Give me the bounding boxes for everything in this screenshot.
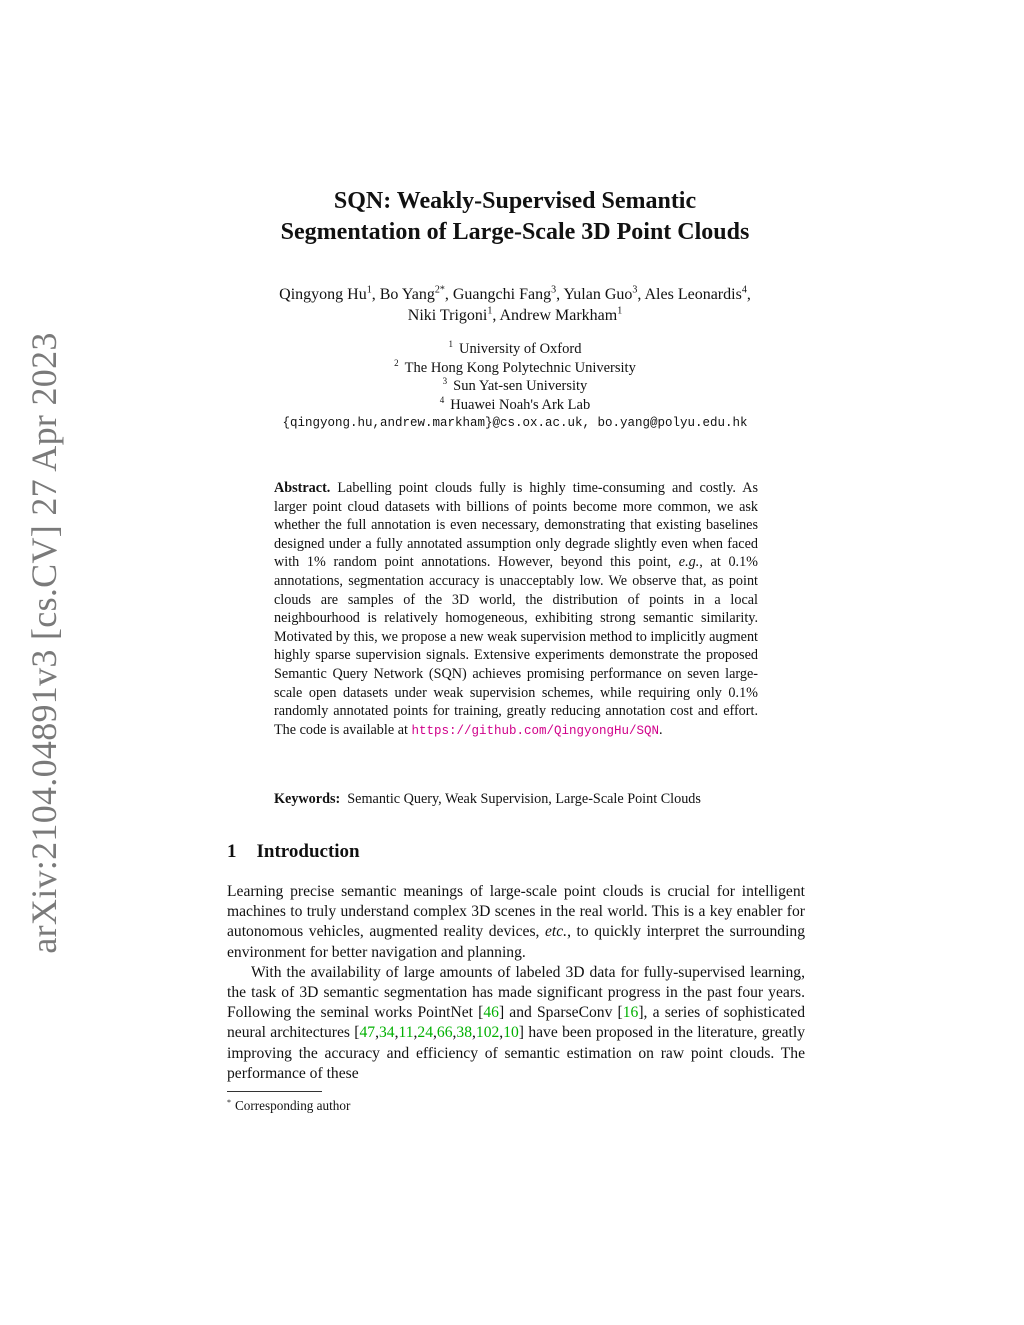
affiliation-marker: 1 — [448, 339, 454, 350]
abstract-eg: e.g., — [678, 554, 703, 571]
author-affiliation-marker: 1 — [366, 284, 372, 296]
footnote — [227, 1097, 350, 1114]
abstract-text-end: . — [659, 721, 663, 738]
author-affiliation-marker: 1 — [617, 305, 623, 317]
section-title: Introduction — [256, 841, 360, 862]
affiliation-list — [200, 340, 830, 433]
affiliation-item — [200, 340, 830, 359]
paragraph: With the availability of large amounts of labeled 3D data for fully-supervised learning, the task of 3D semantic segmentation has made significant progress in the past four years. Following the seminal works PointNet [46] and SparseConv [16], a series of sophisticated neural architectures [47,34,11,24,66,38,102,10] have been proposed in the literature, greatly improving the accuracy and efficiency of semantic estimation on raw point clouds. The performance of these — [227, 963, 806, 1082]
author-affiliation-marker: 1 — [487, 305, 493, 317]
paragraph-etc: etc. — [545, 923, 568, 941]
keywords-label: Keywords: — [274, 791, 341, 807]
citation-link[interactable]: 38 — [456, 1024, 472, 1042]
affiliation-name: University of Oxford — [459, 341, 582, 357]
author-name: Yulan Guo — [563, 286, 633, 303]
title-line-2: Segmentation of Large-Scale 3D Point Clouds — [280, 219, 750, 245]
abstract — [274, 479, 758, 740]
author-affiliation-marker: 3 — [551, 284, 557, 296]
author-list: Qingyong Hu$^1$, Bo Yang$^{2*}$, Guangchi Fang$^3$, Yulan Guo$^3$, Ales Leonardis$^4$, Niki Trigoni$^1$, Andrew Markham$^1$ — [279, 284, 751, 324]
keywords — [274, 790, 794, 809]
paragraph-text: ], a series of sophisticated neural architectures [ — [227, 1004, 805, 1042]
section-number: 1 — [227, 841, 237, 862]
footnote-marker: * — [227, 1097, 231, 1107]
affiliation-marker: 4 — [439, 394, 445, 405]
author-name: Niki Trigoni — [407, 307, 488, 324]
citation-link[interactable]: 11 — [398, 1024, 414, 1042]
paragraph-text: ] and SparseConv [ — [498, 1004, 623, 1022]
paragraph-text: ] have been proposed in the literature, greatly improving the accuracy and efficiency of semantic estimation on raw point clouds. The performance of these — [227, 1024, 806, 1082]
paragraph — [227, 882, 805, 963]
affiliation-marker: 2 — [394, 357, 399, 368]
citation-link[interactable]: 10 — [503, 1024, 519, 1042]
code-repository-link[interactable]: https://github.com/QingyongHu/SQN — [411, 723, 660, 738]
author-name: Ales Leonardis — [644, 286, 742, 303]
affiliation-name: Huawei Noah's Ark Lab — [450, 396, 591, 413]
author-affiliation-marker: 4 — [741, 284, 747, 296]
citation-link[interactable]: 24 — [417, 1024, 433, 1042]
title-line-1: SQN: Weakly-Supervised Semantic — [333, 188, 697, 214]
author-affiliation-marker: 2* — [434, 284, 445, 296]
paragraph-text: , to quickly interpret the surrounding environment for better navigation and planning. — [227, 923, 805, 961]
author-affiliation-marker: 3 — [632, 284, 638, 296]
author-name: Guangchi Fang — [452, 286, 552, 303]
section-heading-introduction — [227, 841, 360, 863]
author-name: Bo Yang — [379, 286, 435, 303]
citation-link[interactable]: 47 — [359, 1024, 376, 1042]
abstract-label: Abstract. — [274, 480, 331, 496]
citation-link[interactable]: 66 — [436, 1024, 453, 1042]
footnote-divider — [227, 1091, 322, 1092]
affiliation-item — [200, 396, 830, 415]
affiliation-name: Sun Yat-sen University — [453, 378, 588, 394]
abstract-text: Labelling point clouds fully is highly time-consuming and costly. As larger point cloud datasets with billions of points become more common, we ask whether the full annotation is even necessary, demonstrating that existing baselines designed under a fully annotated assumption only degrade slightly even when faced with 1% random point annotations. However, beyond this point, — [274, 480, 759, 571]
keywords-text: Semantic Query, Weak Supervision, Large-Scale Point Clouds — [347, 791, 701, 807]
footnote-text: Corresponding author — [235, 1098, 351, 1113]
paragraph-text: With the availability of large amounts of labeled 3D data for fully-supervised learning, the task of 3D semantic segmentation has made significant progress in the past four years. Following the seminal works PointNet [ — [227, 963, 805, 1022]
author-name: Qingyong Hu — [279, 286, 367, 303]
author-name: Andrew Markham — [499, 307, 618, 324]
affiliation-name: The Hong Kong Polytechnic University — [404, 359, 636, 376]
affiliation-item — [200, 377, 830, 396]
paragraph-text: Learning precise semantic meanings of large-scale point clouds is crucial for intelligent machines to truly understand complex 3D scenes in the real world. This is a key enabler for autonomous vehicles, augmented reality devices, — [227, 883, 805, 941]
paper-title — [200, 186, 830, 248]
citation-link[interactable]: 34 — [378, 1024, 395, 1042]
affiliation-item — [200, 359, 830, 378]
citation-link[interactable]: 16 — [622, 1004, 639, 1022]
author-emails: {qingyong.hu,andrew.markham}@cs.ox.ac.uk, bo.yang@polyu.edu.hk — [282, 416, 748, 430]
abstract-text: at 0.1% annotations, segmentation accuracy is unacceptably low. We observe that, as point clouds are samples of the 3D world, the distribution of points in a local neighbourhood is relatively homogeneous, exhibiting strong semantic similarity. Motivated by this, we propose a new weak supervision method to implicitly augment highly sparse supervision signals. Extensive experiments demonstrate the proposed Semantic Query Network (SQN) achieves promising performance on seven large-scale open datasets under weak supervision schemes, while requiring only 0.1% randomly annotated points for training, greatly reducing annotation cost and effort. The code is available at — [274, 554, 759, 738]
citation-link[interactable]: 102 — [475, 1024, 500, 1042]
affiliation-marker: 3 — [442, 376, 448, 387]
arxiv-identifier-stamp: arXiv:2104.04891v3 [cs.CV] 27 Apr 2023 — [24, 332, 64, 954]
citation-link[interactable]: 46 — [483, 1004, 499, 1022]
introduction-body — [227, 882, 805, 1084]
